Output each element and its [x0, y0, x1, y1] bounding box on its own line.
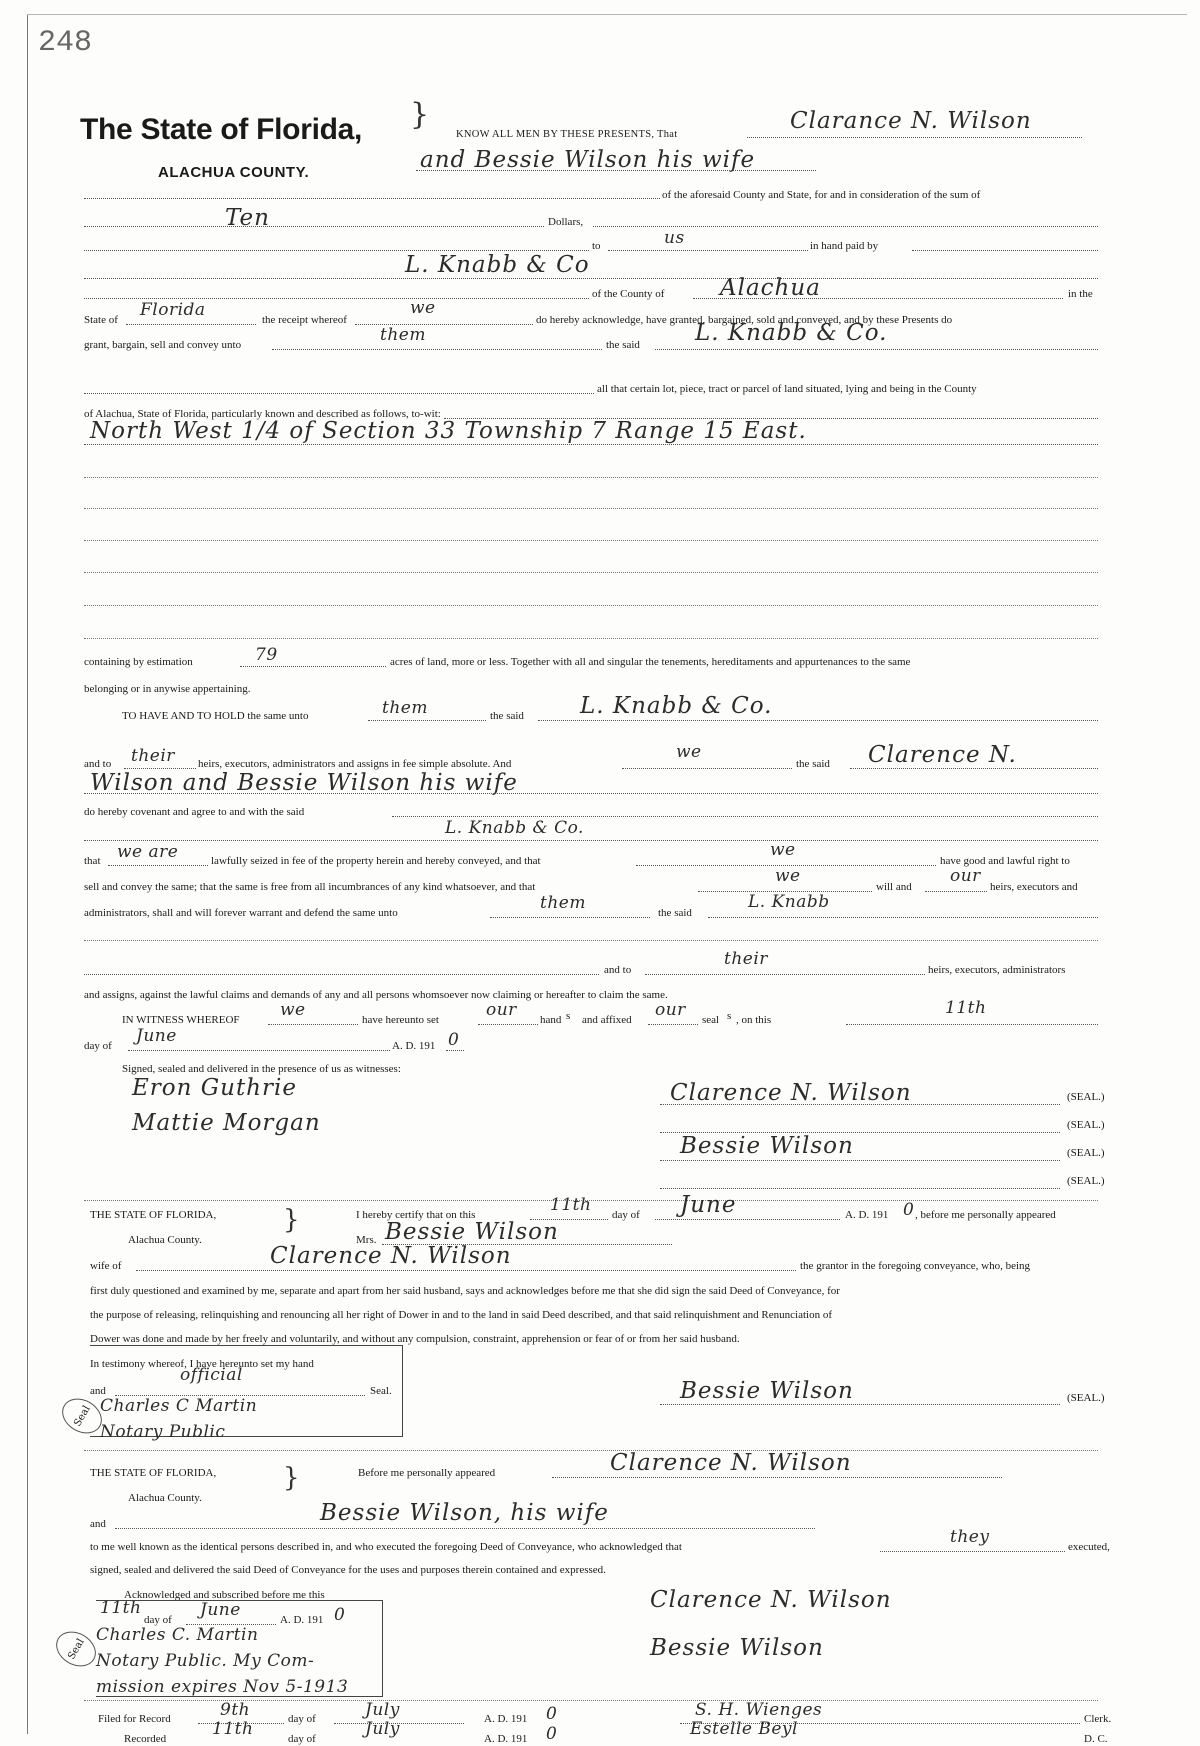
- deed-page: 248 The State of Florida, ALACHUA COUNTY. } KNOW ALL MEN BY THESE PRESENTS, That Clarance N. Wilson and Bessie Wilson his wife of the aforesaid County and State, for and in consideration of the sum of Ten Dollars, to us in hand paid by L. Knabb & Co of the County of Alachua in the State of Florida the receipt whereof we do hereby acknowledge, have granted, bargained, sold and conveyed, and by these Presents do grant, bargain, sell and convey unto them the said L. Knabb & Co. all that certain lot, piece, tract or parcel of land situated, lying and being in the County of Alachua, State of Florida, particularly known and described as follows, to-wit: North West 1/4 of Section 33 Township 7 Range 15 East. containing by estimation 79 acres of land, more or less. Together with all and singular the tenements, hereditaments and appurtenances to the same belonging or in anywise appertaining. TO HAVE AND TO HOLD the same unto them the said L. Knabb & Co. and to their heirs, executors, administrators and assigns in fee simple absolute. And we the said Clarence N. Wilson and Bessie Wilson his wife do hereby covenant and agree to and with the said L. Knabb & Co. that we are lawfully seized in fee of the property herein and hereby conveyed, and that we have good and lawful right to sell and convey the same; that the same is free from all incumbrances of any kind whatsoever, and that we will and our heirs, executors and administrators, shall and will forever warrant and defend the same unto them the said L. Knabb and to their heirs, executors, administrators and assigns, against the lawful claims and demands of any and all persons whomsoever now claiming or hereafter to claim the same. IN WITNESS WHEREOF we have hereunto set our hand s and affixed our seal s , on this 11th day of June A. D. 191 0 Signed, sealed and delivered in the presence of us as witnesses: Eron Guthrie Mattie Morgan Clarence N. Wilson Bessie Wilson (SEAL.) (SEAL.) (SEAL.) (SEAL.) THE STATE OF FLORIDA, Alachua County. } I hereby certify that on this 11th day of June A. D. 191 0 , before me personally appeared Mrs. Bessie Wilson wife of Clarence N. Wilson the grantor in the foregoing conveyance, who, being first duly questioned and examined by me, separate and apart from her said husband, says and acknowledges before me that she did sign the said Deed of Conveyance, for the purpose of releasing, relinquishing and renouncing all her right of Dower in and to the land in said Deed described, and that said relinquishment and Renunciation of Dower was done and made by her freely and voluntarily, and without any compulsion, constraint, apprehension or fear of or from her said husband. In testimony whereof, I have hereunto set my hand and official Seal. Charles C Martin Notary Public Seal Bessie Wilson (SEAL.) THE STATE OF FLORIDA, Alachua County. } Before me personally appeared Clarence N. Wilson and Bessie Wilson, his wife to me well known as the identical persons described in, and who executed the foregoing Deed of Conveyance, who acknowledged that they executed, signed, sealed and delivered the said Deed of Conveyance for the uses and purposes therein contained and expressed. Acknowledged and subscribed before me this 11th day of June A. D. 191 0 Charles C. Martin Notary Public. My Com- mission expires Nov 5-1913 Seal Clarence N. Wilson Bessie Wilson Filed for Record 9th day of July A. D. 191 0 S. H. Wienges Clerk. Recorded 11th day of July A. D. 191 0 Estelle Beyl D. C.: [0, 0, 1200, 1745]
- grantor-wife-hw: and Bessie Wilson his wife: [420, 147, 756, 173]
- ack-signer-2-signature: Bessie Wilson: [650, 1635, 824, 1661]
- seal-4: (SEAL.): [1067, 1175, 1105, 1187]
- ack-notary-title-hw: Notary Public. My Com-: [96, 1651, 315, 1671]
- acres-hw: 79: [255, 645, 278, 665]
- dower-state: THE STATE OF FLORIDA,: [90, 1209, 217, 1221]
- grantor-name-hw: Clarance N. Wilson: [790, 108, 1032, 134]
- ack-signer-1-signature: Clarence N. Wilson: [650, 1587, 892, 1613]
- signer-1-signature: Clarence N. Wilson: [670, 1080, 912, 1106]
- page-left-edge: [27, 14, 28, 1734]
- county-hw: Alachua: [720, 275, 821, 301]
- dower-signer-signature: Bessie Wilson: [680, 1378, 854, 1404]
- ack-state: THE STATE OF FLORIDA,: [90, 1467, 217, 1479]
- ack-notary-commission-hw: mission expires Nov 5-1913: [96, 1677, 349, 1697]
- sum-hw: Ten: [225, 205, 270, 231]
- document-title: The State of Florida,: [80, 113, 363, 146]
- notary-title-hw: Notary Public: [100, 1422, 226, 1442]
- signer-2-signature: Bessie Wilson: [680, 1133, 854, 1159]
- grantee-hw: L. Knabb & Co.: [695, 320, 888, 346]
- seal-1: (SEAL.): [1067, 1091, 1105, 1103]
- ack-seal-mark: Seal: [50, 1625, 102, 1674]
- ack-notary-name-hw: Charles C. Martin: [96, 1625, 259, 1645]
- page-number: 248: [38, 26, 93, 60]
- dower-county: Alachua County.: [128, 1234, 202, 1246]
- header-brace: }: [410, 97, 430, 132]
- witness-2-signature: Mattie Morgan: [132, 1110, 321, 1136]
- notary-seal-mark: Seal: [56, 1392, 108, 1441]
- seal-2: (SEAL.): [1067, 1119, 1105, 1131]
- notary-name-hw: Charles C Martin: [100, 1396, 258, 1416]
- ack-county: Alachua County.: [128, 1492, 202, 1504]
- land-description-hw: North West 1/4 of Section 33 Township 7 Range 15 East.: [90, 418, 807, 444]
- payer-hw: L. Knabb & Co: [405, 252, 590, 278]
- seal-3: (SEAL.): [1067, 1147, 1105, 1159]
- witness-1-signature: Eron Guthrie: [132, 1075, 297, 1101]
- page-top-edge: [27, 14, 1187, 15]
- presents-text: KNOW ALL MEN BY THESE PRESENTS, That: [456, 129, 678, 140]
- county-heading: ALACHUA COUNTY.: [158, 164, 310, 181]
